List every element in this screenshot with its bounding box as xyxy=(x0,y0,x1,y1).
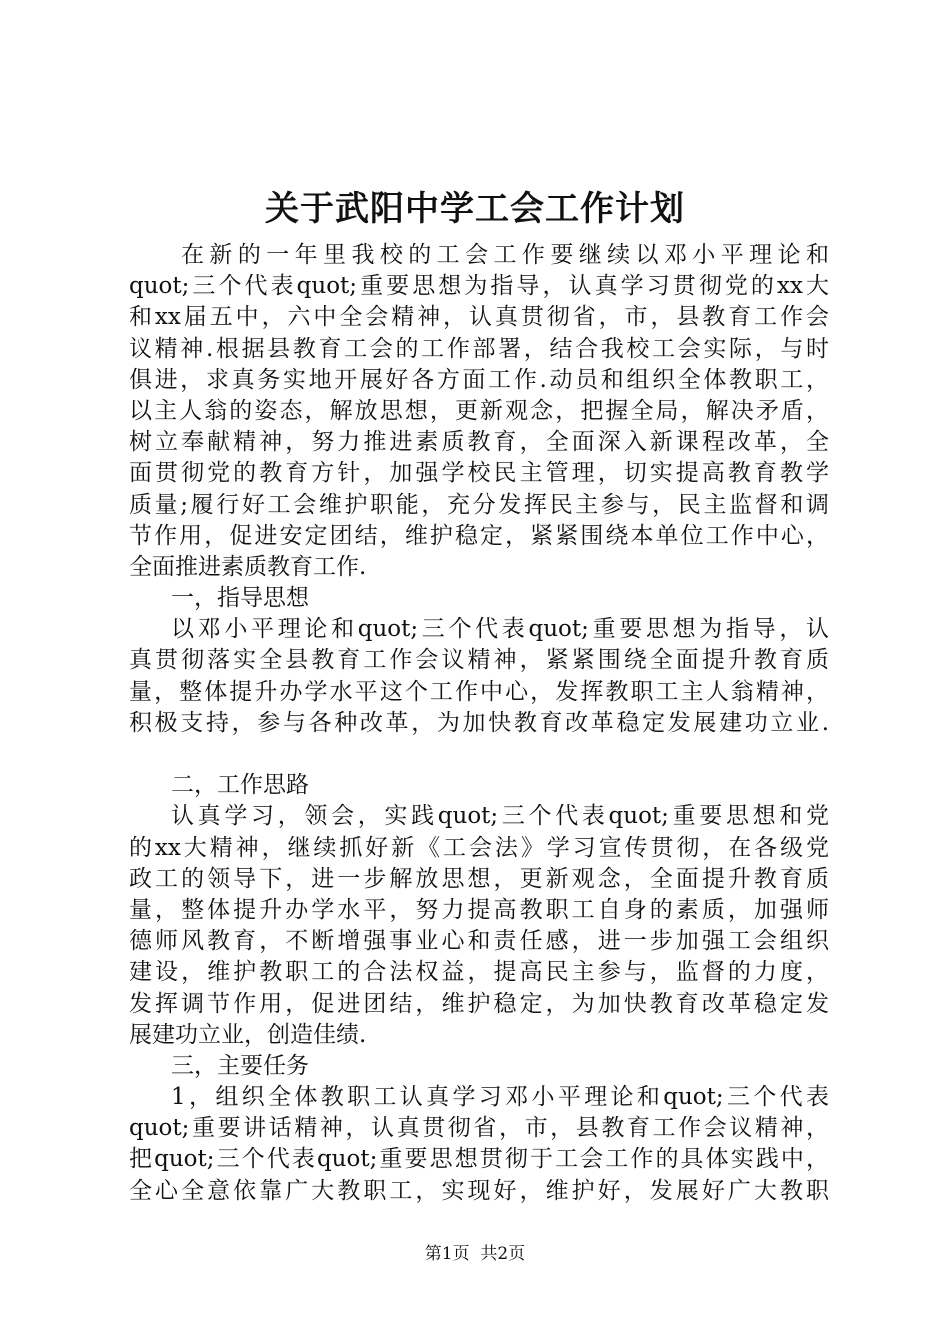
paragraph-line: 的xx大精神，继续抓好新《工会法》学习宣传贯彻，在各级党 xyxy=(129,834,829,861)
paragraph-line: 以主人翁的姿态，解放思想，更新观念，把握全局，解决矛盾， xyxy=(129,397,829,424)
section-heading: 一，指导思想 xyxy=(171,585,309,612)
paragraph-line: 量，整体提升办学水平这个工作中心，发挥教职工主人翁精神， xyxy=(129,678,829,705)
paragraph-line: 德师风教育，不断增强事业心和责任感，进一步加强工会组织 xyxy=(129,928,829,955)
paragraph-line: 节作用，促进安定团结，维护稳定，紧紧围绕本单位工作中心， xyxy=(129,522,829,549)
paragraph-line: 把quot;三个代表quot;重要思想贯彻于工会工作的具体实践中， xyxy=(129,1146,829,1173)
paragraph-line: 面贯彻党的教育方针，加强学校民主管理，切实提高教育教学 xyxy=(129,460,829,487)
paragraph-line: 全面推进素质教育工作. xyxy=(129,553,367,580)
paragraph-line: 质量;履行好工会维护职能，充分发挥民主参与，民主监督和调 xyxy=(129,491,829,518)
paragraph-line: 议精神.根据县教育工会的工作部署，结合我校工会实际，与时 xyxy=(129,335,829,362)
paragraph-line: 真贯彻落实全县教育工作会议精神，紧紧围绕全面提升教育质 xyxy=(129,647,829,674)
page-total: 共2页 xyxy=(480,1244,526,1264)
paragraph-line: 建设，维护教职工的合法权益，提高民主参与，监督的力度， xyxy=(129,959,829,986)
section-heading: 三，主要任务 xyxy=(171,1052,309,1079)
paragraph-line: 量，整体提升办学水平，努力提高教职工自身的素质，加强师 xyxy=(129,896,829,923)
document-body xyxy=(129,240,829,1207)
paragraph-line: 在新的一年里我校的工会工作要继续以邓小平理论和 xyxy=(181,242,829,268)
paragraph-line: 认真学习，领会，实践quot;三个代表quot;重要思想和党 xyxy=(171,803,829,830)
paragraph-line: 和xx届五中，六中全会精神，认真贯彻省，市，县教育工作会 xyxy=(129,304,829,331)
paragraph-line: 全心全意依靠广大教职工，实现好，维护好，发展好广大教职 xyxy=(129,1177,829,1204)
paragraph-line: 发挥调节作用，促进团结，维护稳定，为加快教育改革稳定发 xyxy=(129,990,829,1017)
page-number: 第1页 xyxy=(424,1244,470,1264)
paragraph-line: 俱进，求真务实地开展好各方面工作.动员和组织全体教职工， xyxy=(129,366,829,393)
blank-line xyxy=(129,739,829,770)
paragraph-line: quot;三个代表quot;重要思想为指导，认真学习贯彻党的xx大 xyxy=(129,273,829,300)
document-title: 关于武阳中学工会工作计划 xyxy=(265,189,685,229)
page-footer xyxy=(0,1242,950,1266)
paragraph-line: quot;重要讲话精神，认真贯彻省，市，县教育工作会议精神， xyxy=(129,1115,829,1142)
paragraph-line: 积极支持，参与各种改革，为加快教育改革稳定发展建功立业. xyxy=(129,709,829,736)
paragraph-line: 树立奉献精神，努力推进素质教育，全面深入新课程改革，全 xyxy=(129,429,829,456)
section-heading: 二，工作思路 xyxy=(171,772,309,799)
paragraph-line: 以邓小平理论和quot;三个代表quot;重要思想为指导，认 xyxy=(171,616,829,643)
paragraph-line: 展建功立业，创造佳绩. xyxy=(129,1021,367,1048)
paragraph-line: 政工的领导下，进一步解放思想，更新观念，全面提升教育质 xyxy=(129,865,829,892)
paragraph-line: 1，组织全体教职工认真学习邓小平理论和quot;三个代表 xyxy=(171,1084,829,1111)
